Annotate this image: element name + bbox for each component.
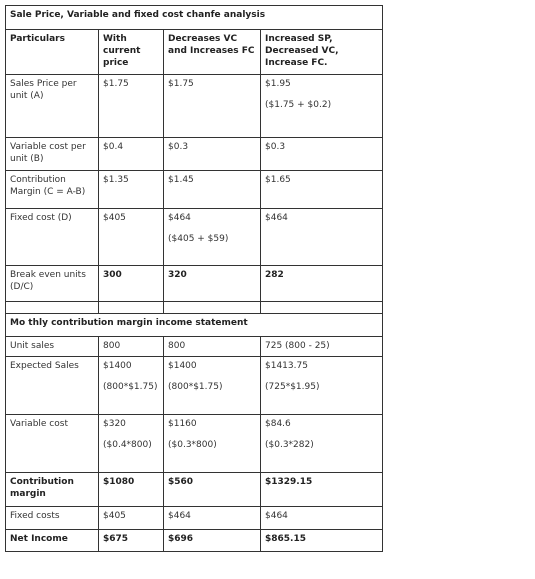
cell-value: $405 <box>99 507 164 530</box>
cell-value: $1.75 <box>99 75 164 138</box>
cell-value <box>261 357 383 415</box>
table-row <box>6 473 383 507</box>
cell-value: $0.3 <box>164 138 261 171</box>
row-label: Variable cost per unit (B) <box>6 138 99 171</box>
row-label: Sales Price per unit (A) <box>6 75 99 138</box>
cell-value: $1.65 <box>261 171 383 209</box>
spacer-row <box>6 302 383 314</box>
row-label: Expected Sales <box>6 357 99 415</box>
cell-value <box>164 209 261 266</box>
table-row <box>6 266 383 302</box>
table-title: Sale Price, Variable and fixed cost chanfe analysis <box>6 6 383 30</box>
cell-value: $405 <box>99 209 164 266</box>
cell-note: ($0.3*800) <box>168 440 217 450</box>
cell-value: $0.4 <box>99 138 164 171</box>
cell-note: (725*$1.95) <box>265 382 320 392</box>
cell-value: $1.35 <box>99 171 164 209</box>
cell-value <box>99 415 164 473</box>
header-with-current-price: With current price <box>99 30 164 75</box>
table-row <box>6 415 383 473</box>
cell-main: $1413.75 <box>265 361 308 371</box>
header-increased-sp: Increased SP, Decreased VC, Increase FC. <box>261 30 383 75</box>
cell-value <box>99 357 164 415</box>
cell-value: 300 <box>99 266 164 302</box>
cell-value <box>261 75 383 138</box>
section-title: Mo thly contribution margin income statement <box>6 314 383 337</box>
cell-note: ($1.75 + $0.2) <box>265 100 332 110</box>
cell-value: $1080 <box>99 473 164 507</box>
table-row <box>6 209 383 266</box>
table-row <box>6 171 383 209</box>
table-row <box>6 75 383 138</box>
cell-value: $464 <box>261 507 383 530</box>
cell-note: ($0.3*282) <box>265 440 314 450</box>
cell-note: (800*$1.75) <box>103 382 158 392</box>
cost-analysis-table <box>5 5 383 552</box>
cell-main: $320 <box>103 419 126 429</box>
cell-value: $0.3 <box>261 138 383 171</box>
table-row <box>6 357 383 415</box>
cell-note: (800*$1.75) <box>168 382 223 392</box>
cell-value: 282 <box>261 266 383 302</box>
row-label: Fixed costs <box>6 507 99 530</box>
cell-value: 725 (800 - 25) <box>261 337 383 357</box>
row-label: Unit sales <box>6 337 99 357</box>
cell-value: $1.45 <box>164 171 261 209</box>
cell-value: $1329.15 <box>261 473 383 507</box>
header-particulars: Particulars <box>6 30 99 75</box>
cell-value: $865.15 <box>261 530 383 552</box>
cell-value: $1.75 <box>164 75 261 138</box>
row-label: Contribution margin <box>6 473 99 507</box>
row-label: Contribution Margin (C = A-B) <box>6 171 99 209</box>
cell-value: 320 <box>164 266 261 302</box>
row-label: Fixed cost (D) <box>6 209 99 266</box>
table-row <box>6 507 383 530</box>
cell-main: $1400 <box>103 361 132 371</box>
cell-value: 800 <box>164 337 261 357</box>
row-label: Variable cost <box>6 415 99 473</box>
header-decreases-vc: Decreases VC and Increases FC <box>164 30 261 75</box>
table-row <box>6 337 383 357</box>
cell-value: $464 <box>261 209 383 266</box>
cell-value: $464 <box>164 507 261 530</box>
row-label: Net Income <box>6 530 99 552</box>
table-row <box>6 530 383 552</box>
cell-value <box>164 415 261 473</box>
cell-value: 800 <box>99 337 164 357</box>
cell-main: $1160 <box>168 419 197 429</box>
cell-note: ($405 + $59) <box>168 234 229 244</box>
cell-main: $1.95 <box>265 79 291 89</box>
cell-main: $1400 <box>168 361 197 371</box>
cell-value <box>164 357 261 415</box>
cell-value: $696 <box>164 530 261 552</box>
cell-value: $675 <box>99 530 164 552</box>
cell-value <box>261 415 383 473</box>
table-row <box>6 138 383 171</box>
cell-main: $84.6 <box>265 419 291 429</box>
cell-main: $464 <box>168 213 191 223</box>
cell-value: $560 <box>164 473 261 507</box>
cell-note: ($0.4*800) <box>103 440 152 450</box>
row-label: Break even units (D/C) <box>6 266 99 302</box>
